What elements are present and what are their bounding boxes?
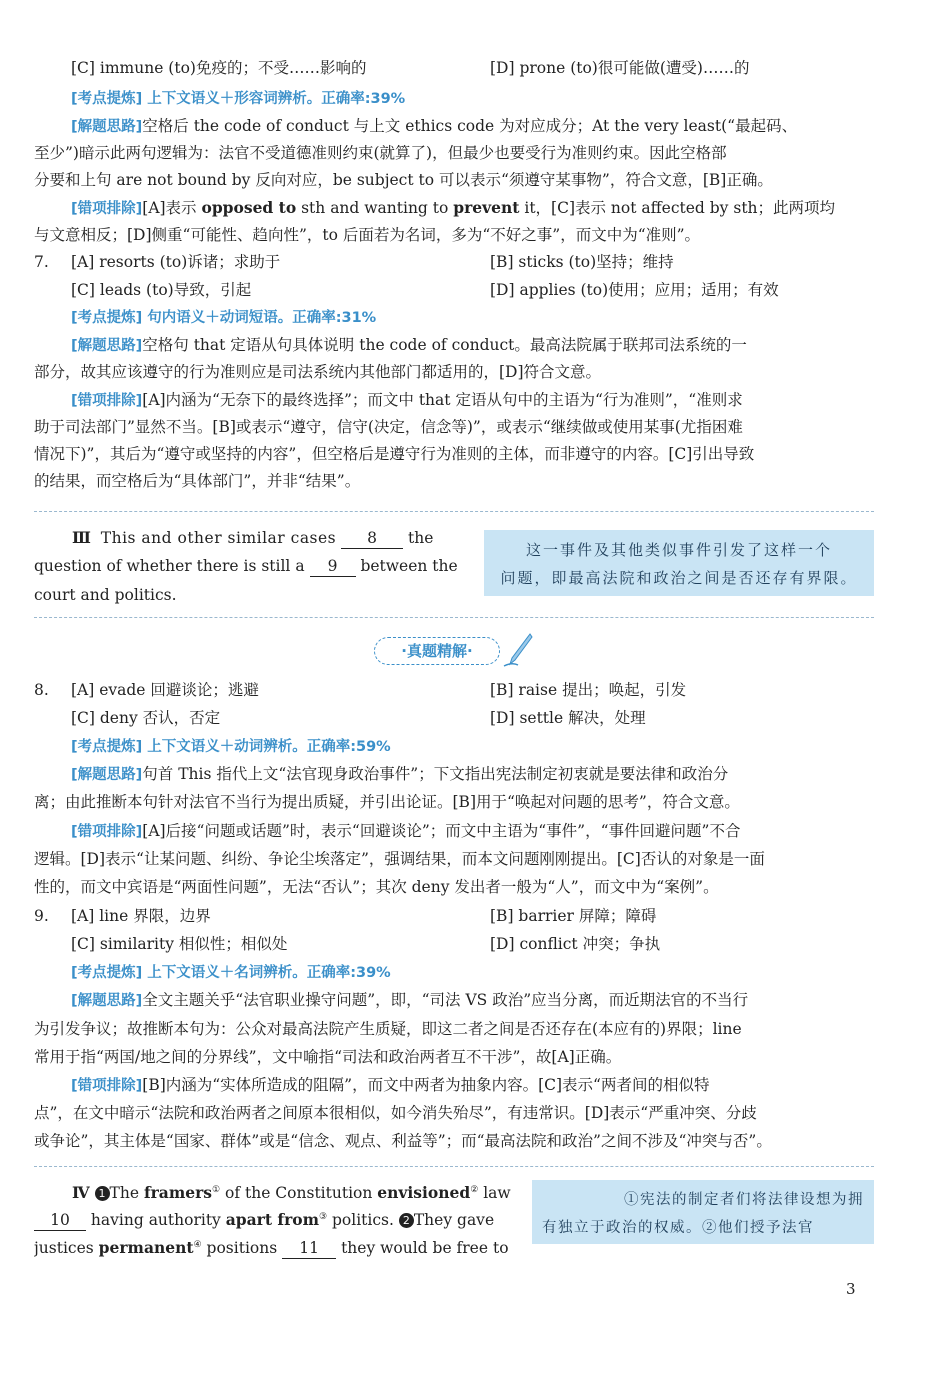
translation-line1: 这一事件及其他类似事件引发了这样一个 (525, 541, 832, 559)
q7-silu-line1 (71, 335, 916, 356)
q9-paichu-line3: 或争论”，其主体是“国家、群体”或是“信念、观点、利益等”；而“最高法院和政治”之间不涉及“冲突与否”。 (34, 1132, 772, 1150)
superscript: ③ (318, 1212, 328, 1222)
silu-tag: [解题思路] (71, 338, 143, 354)
q9-option-c: [C] similarity 相似性；相似处 (71, 935, 288, 953)
para3-line2 (34, 556, 474, 577)
text-bold: permanent (98, 1238, 194, 1258)
q6-paichu-line2: 与文意相反；[D]侧重“可能性、趋向性”，to 后面若为名词，多为“不好之事”，而文中为“准则”。 (34, 226, 701, 244)
translation-box-4 (532, 1180, 874, 1244)
kaodian-text: 上下文语义＋动词辨析。正确率:59% (147, 739, 391, 755)
q9-number: 9. (34, 907, 49, 925)
q7-option-d: [D] applies (to)使用；应用；适用；有效 (490, 281, 779, 299)
text: justices (34, 1239, 99, 1258)
para3-line1 (72, 528, 472, 549)
superscript: ④ (193, 1240, 202, 1250)
q9-option-a: [A] line 界限，边界 (71, 907, 211, 925)
silu-tag: [解题思路] (71, 767, 143, 783)
q8-kaodian (71, 736, 950, 757)
q8-paichu-line3: 性的，而文中宾语是“两面性问题”，无法“否认”；其次 deny 发出者一般为“人”，而文中为“案例”。 (34, 878, 719, 896)
q9-kaodian (71, 962, 950, 983)
q6-option-c: [C] immune (to)免疫的；不受……影响的 (71, 59, 367, 77)
q9-paichu-line1 (71, 1075, 916, 1096)
para4-line1 (72, 1180, 512, 1203)
q8-paichu-line1 (71, 821, 916, 842)
divider (34, 617, 874, 618)
q9-silu-line1 (71, 990, 916, 1011)
text: between the (360, 557, 458, 575)
q8-option-d: [D] settle 解决，处理 (490, 709, 646, 727)
paichu-tag: [错项排除] (71, 1078, 143, 1094)
text-bold: prevent (453, 198, 520, 217)
text: They gave (413, 1211, 495, 1230)
q8-silu-line2: 离；由此推断本句针对法官不当行为提出质疑，并引出论证。[B]用于“唤起对问题的思考”，符合文意。 (34, 793, 740, 811)
roman-numeral: Ⅳ (72, 1183, 90, 1203)
blank-10: 10 (34, 1210, 86, 1231)
text: 空格后 the code of conduct 与上文 ethics code 为对应成分；At the very least(“最起码、 (142, 117, 798, 135)
text: the (408, 529, 434, 547)
sentence-marker-2: 2 (399, 1213, 414, 1228)
blank-8: 8 (341, 528, 403, 549)
kaodian-tag: [考点提炼] (71, 739, 143, 755)
q7-option-a: [A] resorts (to)诉诸；求助于 (71, 253, 281, 271)
text-bold: apart from (225, 1210, 319, 1230)
roman-numeral: Ⅲ (72, 528, 91, 547)
pen-icon (502, 632, 534, 668)
q8-option-b: [B] raise 提出；唤起，引发 (490, 681, 687, 699)
superscript: ① (212, 1185, 221, 1195)
q6-silu-line3: 分要和上句 are not bound by 反向对应，be subject to 可以表示“须遵守某事物”，符合文意，[B]正确。 (34, 171, 773, 189)
q7-paichu-line3: 情况下)”，其后为“遵守或坚持的内容”，但空格后是遵守行为准则的主体，而非遵守的内容。[C]引出导致 (34, 445, 755, 463)
text: [A]内涵为“无奈下的最终选择”；而文中 that 定语从句中的主语为“行为准则”，“准则求 (142, 391, 743, 409)
q6-silu-line2: 至少”)暗示此两句逻辑为：法官不受道德准则约束(就算了)，但最少也要受行为准则约束。因此空格部 (34, 144, 727, 162)
text: 全文主题关乎“法官职业操守问题”，即，“司法 VS 政治”应当分离，而近期法官的不当行 (142, 991, 749, 1009)
q7-paichu-line2: 助于司法部门”显然不当。[B]或表示“遵守，信守(决定，信念等)”，或表示“继续做或使用某事(尤指困难 (34, 418, 743, 436)
q8-option-a: [A] evade 回避谈论；逃避 (71, 681, 259, 699)
text-bold: framers (143, 1183, 212, 1203)
silu-tag: [解题思路] (71, 993, 143, 1009)
q9-silu-line2: 为引发争议；故推断本句为：公众对最高法院产生质疑，即这二者之间是否还存在(本应有的)界限；line (34, 1020, 742, 1038)
kaodian-text: 上下文语义＋名词辨析。正确率:39% (147, 965, 391, 981)
text: sth and wanting to (296, 199, 454, 217)
text: 空格句 that 定语从句具体说明 the code of conduct。最高法院属于联邦司法系统的一 (142, 336, 747, 354)
q6-kaodian (71, 88, 950, 109)
translation-line1: ①宪法的制定者们将法律设想为拥 (624, 1192, 864, 1208)
para3-line3: court and politics. (34, 586, 177, 604)
sentence-marker-1: 1 (95, 1186, 110, 1201)
text-bold: envisioned (377, 1183, 471, 1203)
q7-silu-line2: 部分，故其应该遵守的行为准则应是司法系统内其他部门都适用的，[D]符合文意。 (34, 363, 602, 381)
superscript: ② (470, 1185, 479, 1195)
text: [A]后接“问题或话题”时，表示“回避谈论”；而文中主语为“事件”，“事件回避问题”不合 (142, 822, 741, 840)
text-bold: opposed to (201, 198, 297, 217)
translation-box-3 (484, 530, 874, 596)
text: they would be free to (341, 1239, 509, 1258)
page-number: 3 (846, 1280, 856, 1298)
q9-paichu-line2: 点”，在文中暗示“法院和政治两者之间原本很相似，如今消失殆尽”，有违常识。[D]表示“严重冲突、分歧 (34, 1104, 757, 1122)
blank-9: 9 (310, 556, 356, 577)
q7-kaodian (71, 307, 950, 328)
q9-silu-line3: 常用于指“两国/地之间的分界线”，文中喻指“司法和政治两者互不干涉”，故[A]正确。 (34, 1048, 622, 1066)
text: 句首 This 指代上文“法官现身政治事件”；下文指出宪法制定初衷就是要法律和政治分 (142, 765, 729, 783)
kaodian-text: 句内语义＋动词短语。正确率:31% (147, 310, 377, 326)
q6-silu-line1 (71, 116, 916, 137)
text: question of whether there is still a (34, 557, 305, 575)
translation-line2: 问题，即最高法院和政治之间是否还存有界限。 (500, 569, 858, 587)
text: positions (201, 1239, 278, 1258)
text: having authority (86, 1211, 226, 1230)
text: politics. (327, 1211, 394, 1230)
silu-tag: [解题思路] (71, 119, 143, 135)
para4-line3 (34, 1235, 514, 1259)
section-title: ·真题精解· (374, 637, 500, 665)
q8-option-c: [C] deny 否认，否定 (71, 709, 221, 727)
paichu-tag: [错项排除] (71, 201, 143, 217)
q7-option-b: [B] sticks (to)坚持；维持 (490, 253, 674, 271)
kaodian-text: 上下文语义＋形容词辨析。正确率:39% (147, 91, 406, 107)
paichu-tag: [错项排除] (71, 824, 143, 840)
q9-option-d: [D] conflict 冲突；争执 (490, 935, 661, 953)
text: it，[C]表示 not affected by sth；此两项均 (519, 199, 836, 217)
para4-line2 (34, 1207, 514, 1231)
text: The (109, 1184, 144, 1203)
blank-11: 11 (282, 1238, 336, 1259)
q8-number: 8. (34, 681, 49, 699)
kaodian-tag: [考点提炼] (71, 310, 143, 326)
divider (34, 1166, 874, 1167)
text: of the Constitution (220, 1184, 378, 1203)
text: This and other similar cases (100, 529, 337, 547)
q6-paichu-line1 (71, 198, 916, 219)
text: [A]表示 (142, 199, 202, 217)
text: law (478, 1184, 511, 1203)
q7-paichu-line4: 的结果，而空格后为“具体部门”，并非“结果”。 (34, 472, 361, 490)
paichu-tag: [错项排除] (71, 393, 143, 409)
kaodian-tag: [考点提炼] (71, 965, 143, 981)
q7-paichu-line1 (71, 390, 916, 411)
kaodian-tag: [考点提炼] (71, 91, 143, 107)
q8-paichu-line2: 逻辑。[D]表示“让某问题、纠纷、争论尘埃落定”，强调结果，而本文问题刚刚提出。[C]否认的对象是一面 (34, 850, 765, 868)
translation-line2: 有独立于政治的权威。②他们授予法官 (542, 1220, 814, 1236)
divider (34, 511, 874, 512)
q7-number: 7. (34, 253, 49, 271)
q6-option-d: [D] prone (to)很可能做(遭受)……的 (490, 59, 750, 77)
q7-option-c: [C] leads (to)导致，引起 (71, 281, 252, 299)
text: [B]内涵为“实体所造成的阻隔”，而文中两者为抽象内容。[C]表示“两者间的相似特 (142, 1076, 710, 1094)
q9-option-b: [B] barrier 屏障；障碍 (490, 907, 657, 925)
q8-silu-line1 (71, 764, 916, 785)
